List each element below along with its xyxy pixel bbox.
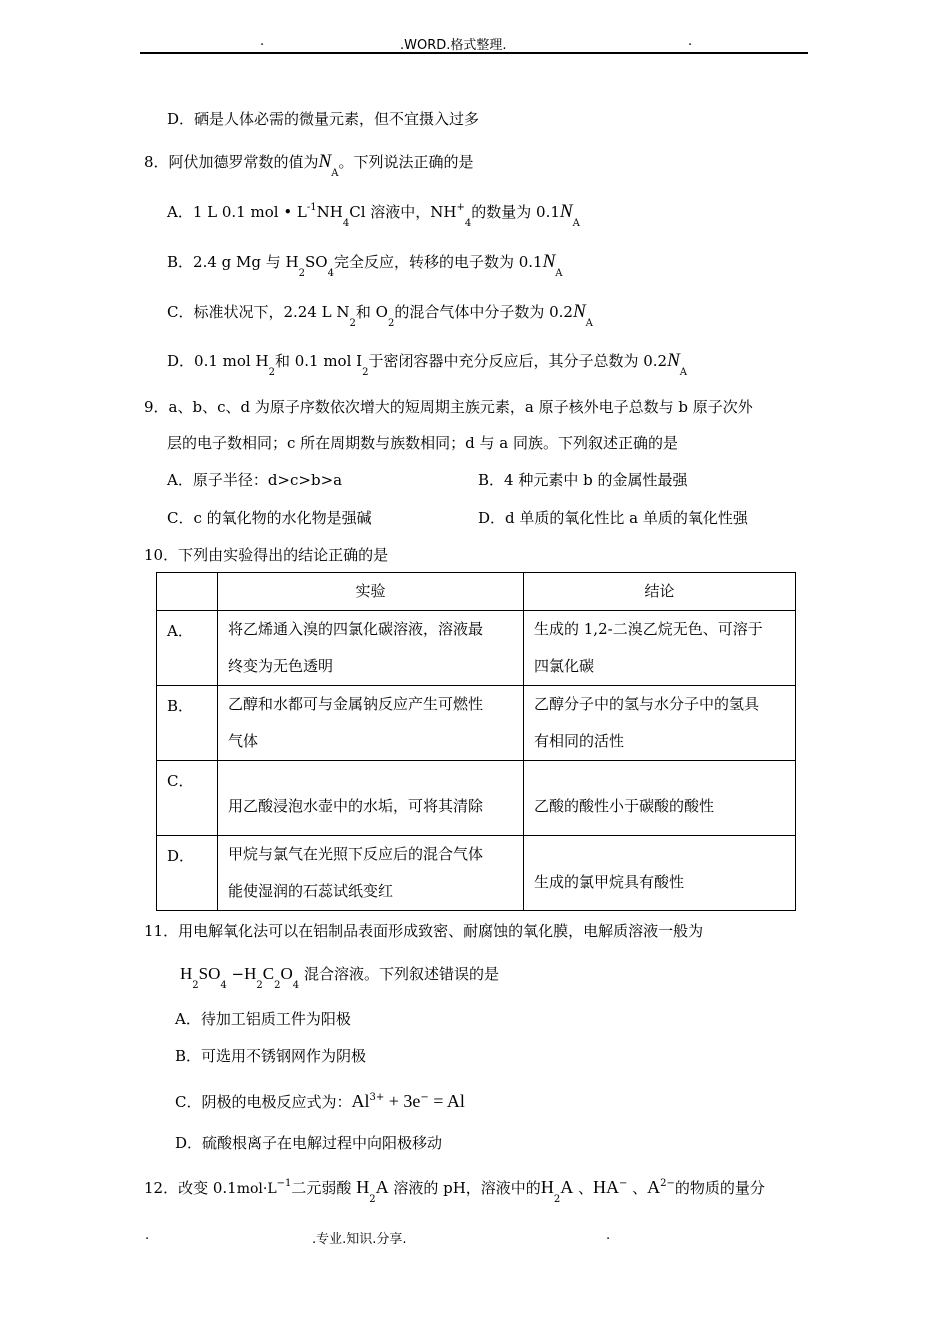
q8-a-nh: NH — [316, 203, 343, 221]
table-header-experiment: 实验 — [218, 573, 524, 611]
q12-h2-sub: 2 — [553, 1194, 561, 1205]
q8-option-c — [167, 301, 593, 329]
q8-c-tail: 的混合气体中分子数为 0.2 — [394, 303, 573, 321]
row-label: C． — [157, 761, 218, 836]
q8-a-pre: A．1 L 0.1 mol • L — [167, 203, 307, 221]
con-line: 四氯化碳 — [534, 657, 595, 675]
exp-line: 将乙烯通入溴的四氯化碳溶液，溶液最 — [228, 620, 484, 638]
q11-option-d: D．硫酸根离子在电解过程中向阳极移动 — [175, 1134, 443, 1152]
con-line: 有相同的活性 — [534, 732, 625, 750]
row-experiment — [218, 611, 524, 686]
header-title: .WORD.格式整理. — [400, 38, 507, 53]
exp-line: 终变为无色透明 — [228, 657, 334, 675]
row-label: D． — [157, 836, 218, 911]
q12-h: H — [356, 1177, 370, 1197]
row-experiment — [218, 761, 524, 836]
row-conclusion — [524, 611, 796, 686]
q11-c-rest: + 3e — [384, 1091, 421, 1111]
q11-c-al: Al — [351, 1091, 370, 1111]
q12-pre: 12．改变 0.1 — [144, 1179, 237, 1197]
q9-option-a: A．原子半径：d>c>b>a — [167, 471, 343, 489]
q9-stem-line1: 9．a、b、c、d 为原子序数依次增大的短周期主族元素，a 原子核外电子总数与 b 原子次外 — [144, 398, 753, 416]
q8-c-na-sub: A — [585, 318, 593, 329]
q8-b-na: N — [542, 251, 556, 272]
q11-f-h: H — [180, 964, 193, 983]
q11-c-end: = Al — [428, 1091, 465, 1111]
q12-unit: mol·L — [236, 1181, 277, 1197]
row-conclusion — [524, 686, 796, 761]
q8-b-sub2: 4 — [327, 268, 334, 279]
q11-f-h2: H — [244, 964, 257, 983]
row-conclusion — [524, 761, 796, 836]
q12-ha-sup: − — [618, 1178, 628, 1189]
q8-c-sub1: 2 — [349, 318, 356, 329]
q8-option-a — [167, 201, 580, 229]
q8-a-sup: -1 — [306, 202, 317, 213]
q11-option-c — [175, 1091, 465, 1115]
q10-stem: 10．下列由实验得出的结论正确的是 — [144, 546, 389, 564]
q11-formula-line — [180, 964, 499, 991]
row-experiment — [218, 686, 524, 761]
q8-option-d — [167, 350, 687, 378]
row-conclusion — [524, 836, 796, 911]
q11-stem2: 混合溶液。下列叙述错误的是 — [303, 965, 499, 983]
footer-text: .专业.知识.分享. — [312, 1232, 407, 1247]
q8-d-na-sub: A — [679, 367, 687, 378]
q9-option-b: B．4 种元素中 b 的金属性最强 — [478, 471, 688, 489]
q11-f-dash: − — [231, 965, 245, 983]
exp-line: 能使湿润的石蕊试纸变红 — [228, 882, 394, 900]
q12-stem — [144, 1177, 765, 1205]
q8-a-sup2: + — [456, 202, 465, 213]
q11-f-4a: 4 — [220, 980, 227, 991]
q8-a-na: N — [559, 201, 573, 222]
q8-c-mid: 和 O — [355, 303, 388, 321]
q8-option-b — [167, 251, 563, 279]
q8-a-sub2: 4 — [464, 218, 472, 229]
page-header — [140, 30, 808, 54]
q12-mid2: 溶液的 pH，溶液中的 — [393, 1179, 541, 1197]
q11-option-b: B．可选用不锈钢网作为阴极 — [175, 1047, 367, 1065]
exp-line: 乙醇和水都可与金属钠反应产生可燃性 — [228, 695, 484, 713]
table-header-row — [157, 573, 796, 611]
q12-mid: 二元弱酸 — [291, 1179, 352, 1197]
q8-na-sub: A — [331, 168, 339, 179]
con-line: 乙酸的酸性小于碳酸的酸性 — [534, 796, 715, 815]
q8-b-tail: 完全反应，转移的电子数为 0.1 — [333, 253, 543, 271]
q11-f-4b: 4 — [292, 980, 300, 991]
q8-stem — [144, 151, 474, 179]
q11-c-sup: 3+ — [369, 1092, 385, 1103]
q8-c-sub2: 2 — [387, 318, 395, 329]
q12-unit-sup: −1 — [276, 1178, 292, 1189]
q8-d-na: N — [667, 350, 680, 371]
q8-b-pre: B．2.4 g Mg 与 H — [167, 253, 299, 271]
q11-stem: 11．用电解氧化法可以在铝制品表面形成致密、耐腐蚀的氧化膜，电解质溶液一般为 — [144, 922, 704, 940]
q11-f-2b: 2 — [256, 980, 263, 991]
q12-a2m: A — [647, 1177, 661, 1197]
q11-f-so: SO — [198, 964, 221, 983]
con-line: 生成的 1,2-二溴乙烷无色、可溶于 — [534, 620, 763, 638]
q8-d-pre: D．0.1 mol H — [167, 352, 269, 370]
q12-a: A — [375, 1177, 389, 1197]
q8-d-sub1: 2 — [268, 367, 275, 378]
q8-b-na-sub: A — [555, 268, 563, 279]
q11-f-2a: 2 — [192, 980, 199, 991]
q8-na-symbol: N — [318, 151, 332, 172]
con-line: 生成的氯甲烷具有酸性 — [534, 872, 685, 891]
header-dot-right: . — [688, 34, 693, 49]
q12-a2m-sup: 2− — [660, 1178, 675, 1189]
q8-d-mid: 和 0.1 mol I — [274, 352, 363, 370]
q9-stem-line2: 层的电子数相同；c 所在周期数与族数相同；d 与 a 同族。下列叙述正确的是 — [167, 434, 679, 452]
q9-option-c: C．c 的氧化物的水化物是强碱 — [167, 509, 372, 527]
q8-c-na: N — [572, 301, 586, 322]
table-header-empty — [157, 573, 218, 611]
footer-dot-left: . — [145, 1228, 150, 1243]
q9-option-d: D．d 单质的氧化性比 a 单质的氧化性强 — [478, 509, 748, 527]
q8-stem-text: 8．阿伏加德罗常数的值为 — [144, 153, 319, 171]
q11-c-sup2: − — [420, 1092, 429, 1103]
q12-a2: A — [560, 1177, 574, 1197]
q11-option-a: A．待加工铝质工件为阳极 — [175, 1010, 351, 1028]
q11-f-o: O — [280, 964, 293, 983]
q8-a-na-sub: A — [572, 218, 580, 229]
exp-line: 气体 — [228, 732, 259, 750]
q8-d-tail: 于密闭容器中充分反应后，其分子总数为 0.2 — [368, 352, 668, 370]
q12-h2: H — [540, 1177, 554, 1197]
exp-line: 甲烷与氯气在光照下反应后的混合气体 — [228, 845, 484, 863]
q8-d-sub2: 2 — [362, 367, 369, 378]
footer-dot-right: . — [606, 1228, 611, 1243]
q12-tail: 的物质的量分 — [674, 1179, 765, 1197]
q8-a-mid2: Cl 溶液中，NH — [349, 203, 457, 221]
q8-stem-tail: 。下列说法正确的是 — [338, 153, 474, 171]
q8-b-sub1: 2 — [298, 268, 305, 279]
row-experiment — [218, 836, 524, 911]
con-line: 乙醇分子中的氢与水分子中的氢具 — [534, 695, 760, 713]
q11-f-c: C — [262, 964, 275, 983]
row-label: A． — [157, 611, 218, 686]
q8-a-mid3: 的数量为 0.1 — [471, 203, 560, 221]
q12-ha: HA — [592, 1177, 619, 1197]
q12-sep2: 、 — [632, 1179, 648, 1197]
table-header-conclusion: 结论 — [524, 573, 796, 611]
q11-c-pre: C．阴极的电极反应式为： — [175, 1093, 352, 1111]
exp-line: 用乙酸浸泡水壶中的水垢，可将其清除 — [228, 796, 484, 815]
q7-option-d: D．硒是人体必需的微量元素，但不宜摄入过多 — [167, 110, 480, 128]
row-label: B． — [157, 686, 218, 761]
q8-a-sub1: 4 — [342, 218, 350, 229]
q8-b-mid: SO — [304, 253, 328, 271]
q10-table — [156, 572, 796, 911]
q11-f-2c: 2 — [274, 980, 281, 991]
table-row — [157, 686, 796, 761]
table-row — [157, 611, 796, 686]
table-row — [157, 761, 796, 836]
q12-h-sub: 2 — [369, 1194, 376, 1205]
header-dot-left: . — [260, 34, 265, 49]
q8-c-pre: C．标准状况下，2.24 L N — [167, 303, 350, 321]
table-row — [157, 836, 796, 911]
q12-sep: 、 — [577, 1179, 593, 1197]
